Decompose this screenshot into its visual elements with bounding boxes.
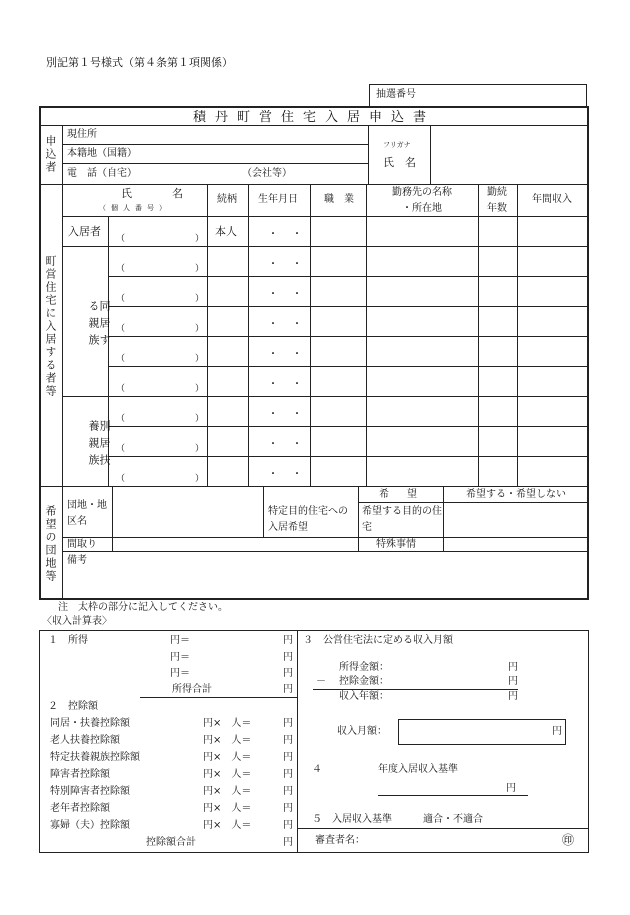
- deduction-formula: 円× 人＝: [203, 735, 252, 746]
- circumstance-label: 特殊事情: [376, 539, 416, 550]
- deduction-yen: 円: [283, 803, 293, 814]
- income-yen: 円: [283, 635, 293, 646]
- section-5: ５ 入居収入基準: [312, 814, 392, 825]
- deduction-yen: 円: [283, 769, 293, 780]
- id-number-paren-open: （: [116, 384, 126, 394]
- id-number-paren-close: ）: [195, 444, 205, 454]
- residents-section-label: 町営住宅に入居する者等: [44, 255, 57, 398]
- id-number-paren-close: ）: [195, 414, 205, 424]
- deduct-amount-label: 控除金額：: [339, 676, 389, 687]
- current-address-label: 現住所: [67, 129, 97, 140]
- id-number-paren-open: （: [116, 264, 126, 274]
- income-yen: 円: [283, 668, 293, 679]
- birthdate-dots: ・・: [268, 259, 316, 270]
- area-label: 団地・地区名: [67, 500, 107, 527]
- deduction-yen: 円: [283, 735, 293, 746]
- purpose-label: 希望する目的の住宅: [362, 506, 442, 533]
- id-number-paren-open: （: [116, 414, 126, 424]
- id-number-paren-open: （: [116, 324, 126, 334]
- deduction-label: 特別障害者控除額: [50, 786, 130, 797]
- deduct-amount-yen: 円: [508, 676, 518, 687]
- deduction-yen: 円: [283, 786, 293, 797]
- birthdate-dots: ・・: [268, 379, 316, 390]
- separate-label: 別居扶養親族: [87, 420, 111, 471]
- col-workplace: 勤務先の名称: [392, 187, 452, 198]
- deduction-total-label: 控除額合計: [146, 837, 196, 848]
- col-name-sub: （個人番号）: [99, 204, 171, 212]
- special-purpose-label: 特定目的住宅への入居希望: [268, 506, 348, 533]
- income-amount-label: 所得金額：: [339, 662, 389, 673]
- col-occupation: 職 業: [324, 194, 354, 205]
- id-number-paren-open: （: [116, 444, 126, 454]
- id-number-paren-open: （: [116, 294, 126, 304]
- id-number-paren-close: ）: [195, 324, 205, 334]
- domicile-label: 本籍地（国籍）: [67, 148, 137, 159]
- layout-label: 間取り: [67, 539, 97, 550]
- col-birthdate: 生年月日: [258, 194, 298, 205]
- col-name: 氏 名: [121, 187, 189, 200]
- id-number-paren-close: ）: [195, 354, 205, 364]
- deduction-label: 寡婦（夫）控除額: [50, 820, 130, 831]
- income-total-yen: 円: [283, 684, 293, 695]
- deduction-formula: 円× 人＝: [203, 820, 252, 831]
- annual-income-label: 収入年額：: [339, 691, 389, 702]
- standard-label: 年度入居収入基準: [378, 764, 458, 775]
- hope-choice[interactable]: 希望する・希望しない: [466, 489, 566, 500]
- self-relation: 本人: [215, 225, 237, 238]
- hope-label: 希 望: [379, 489, 421, 500]
- col-workplace-2: ・所在地: [402, 203, 442, 214]
- section-2-deduction: ２ 控除額: [48, 701, 98, 712]
- income-yen-eq: 円＝: [170, 668, 190, 679]
- col-income: 年間収入: [532, 194, 572, 205]
- remarks-label: 備考: [67, 555, 87, 566]
- birthdate-dots: ・・: [268, 319, 316, 330]
- income-yen-eq: 円＝: [170, 652, 190, 663]
- examiner-label: 審査者名：: [315, 835, 365, 846]
- id-number-paren-open: （: [116, 234, 126, 244]
- furigana-label: フリガナ: [383, 141, 411, 149]
- col-relation: 続柄: [217, 194, 237, 205]
- seal-mark: ㊞: [562, 833, 575, 847]
- applicant-row-label: 入居者: [68, 225, 101, 238]
- deduction-formula: 円× 人＝: [203, 786, 252, 797]
- id-number-paren-close: ）: [195, 384, 205, 394]
- id-number-paren-open: （: [116, 474, 126, 484]
- birthdate-dots: ・・: [268, 289, 316, 300]
- deduction-formula: 円× 人＝: [203, 803, 252, 814]
- company-phone-label: （会社等）: [242, 168, 292, 179]
- applicant-name-label: 氏 名: [383, 156, 416, 169]
- income-yen-eq: 円＝: [170, 635, 190, 646]
- form-header: 別記第１号様式（第４条第１項関係）: [46, 56, 233, 69]
- desired-section-label: 希望の団地等: [44, 505, 57, 583]
- section-4: ４: [312, 764, 322, 775]
- col-years: 勤続: [487, 187, 507, 198]
- birthdate-dots: ・・: [268, 469, 316, 480]
- deduction-formula: 円× 人＝: [203, 752, 252, 763]
- income-amount-yen: 円: [508, 662, 518, 673]
- minus-sign: －: [316, 676, 326, 687]
- lottery-number-label: 抽選番号: [376, 89, 416, 100]
- cohabit-label: 同居する親族: [87, 300, 111, 351]
- standard-yen: 円: [506, 783, 516, 794]
- applicant-section-label: 申込者: [44, 135, 57, 174]
- id-number-paren-close: ）: [195, 264, 205, 274]
- form-title: 積丹町営住宅入居申込書: [192, 110, 436, 125]
- id-number-paren-open: （: [116, 354, 126, 364]
- deduction-yen: 円: [283, 718, 293, 729]
- monthly-income-field[interactable]: [398, 719, 566, 745]
- deduction-label: 老年者控除額: [50, 803, 110, 814]
- birthdate-dots: ・・: [268, 229, 316, 240]
- income-yen: 円: [283, 652, 293, 663]
- deduction-formula: 円× 人＝: [203, 718, 252, 729]
- id-number-paren-close: ）: [195, 234, 205, 244]
- note-text: 注 太枠の部分に記入してください。: [58, 602, 228, 613]
- phone-label: 電 話（自宅）: [67, 168, 137, 179]
- id-number-paren-close: ）: [195, 474, 205, 484]
- birthdate-dots: ・・: [268, 409, 316, 420]
- deduction-yen: 円: [283, 752, 293, 763]
- monthly-income-yen: 円: [552, 726, 562, 737]
- section-1-income: １ 所得: [48, 635, 88, 646]
- id-number-paren-close: ）: [195, 294, 205, 304]
- deduction-yen: 円: [283, 820, 293, 831]
- deduction-formula: 円× 人＝: [203, 769, 252, 780]
- income-total-label: 所得合計: [172, 684, 212, 695]
- section-3-monthly: ３ 公営住宅法に定める収入月額: [303, 635, 453, 646]
- deduction-label: 特定扶養親族控除額: [50, 752, 140, 763]
- col-years-2: 年数: [487, 203, 507, 214]
- deduction-total-yen: 円: [283, 837, 293, 848]
- deduction-label: 同居・扶養控除額: [50, 718, 130, 729]
- birthdate-dots: ・・: [268, 349, 316, 360]
- monthly-income-label: 収入月額：: [337, 726, 387, 737]
- deduction-label: 障害者控除額: [50, 769, 110, 780]
- birthdate-dots: ・・: [268, 439, 316, 450]
- annual-income-yen: 円: [508, 691, 518, 702]
- calc-table-title: 〈収入計算表〉: [42, 616, 112, 627]
- fit-choice[interactable]: 適合・不適合: [423, 814, 483, 825]
- deduction-label: 老人扶養控除額: [50, 735, 120, 746]
